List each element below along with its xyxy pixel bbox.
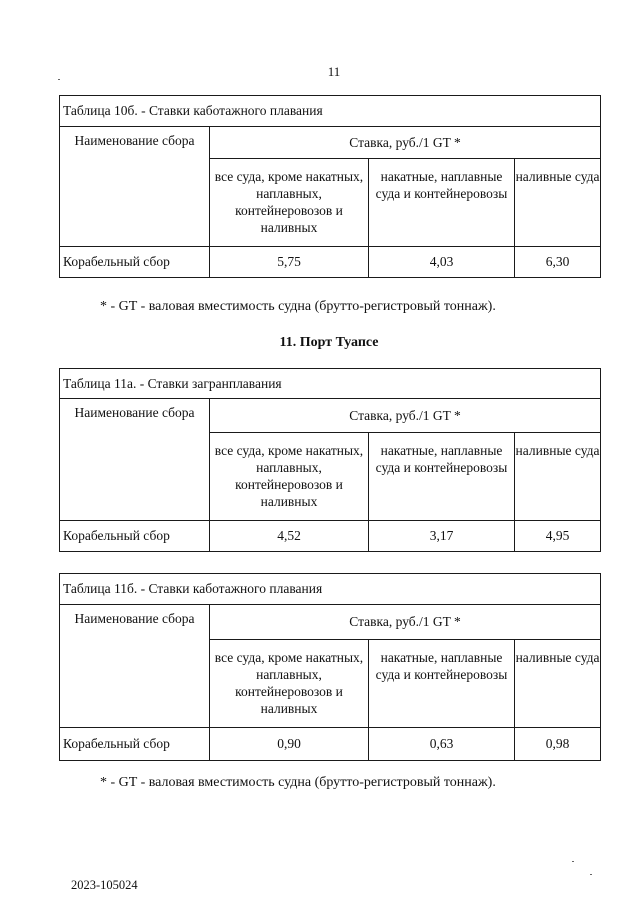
- row-label: Корабельный сбор: [60, 728, 210, 761]
- row-label: Корабельный сбор: [60, 521, 210, 552]
- subheader-roro-containerships: накатные, наплавные суда и контейнеровозы: [369, 640, 515, 728]
- document-id: 2023-105024: [71, 878, 138, 892]
- table-caption: Таблица 11б. - Ставки каботажного плавания: [60, 574, 601, 605]
- row-label: Корабельный сбор: [60, 247, 210, 278]
- value-all-vessels: 5,75: [210, 247, 369, 278]
- subheader-tankers: наливные суда: [515, 159, 601, 247]
- value-tankers: 6,30: [515, 247, 601, 278]
- rate-column-header: Ставка, руб./1 GT *: [210, 399, 601, 433]
- subheader-all-vessels: все суда, кроме накатных, наплавных, контейнеровозов и наливных: [210, 640, 369, 728]
- value-all-vessels: 0,90: [210, 728, 369, 761]
- table-caption: Таблица 11а. - Ставки загранплавания: [60, 369, 601, 399]
- scan-speck: [590, 874, 592, 875]
- rate-column-header: Ставка, руб./1 GT *: [210, 127, 601, 159]
- rate-column-header: Ставка, руб./1 GT *: [210, 605, 601, 640]
- name-column-header: Наименование сбора: [60, 605, 210, 728]
- scan-speck: [58, 79, 60, 80]
- rates-table-11a: [59, 368, 601, 552]
- value-tankers: 4,95: [515, 521, 601, 552]
- value-roro-containerships: 4,03: [369, 247, 515, 278]
- rates-table-11b: [59, 573, 601, 761]
- subheader-all-vessels: все суда, кроме накатных, наплавных, контейнеровозов и наливных: [210, 433, 369, 521]
- name-column-header: Наименование сбора: [60, 399, 210, 521]
- scan-speck: [572, 861, 574, 862]
- subheader-tankers: наливные суда: [515, 433, 601, 521]
- page-number: 11: [327, 64, 341, 79]
- footnote: * - GT - валовая вместимость судна (брутто-регистровый тоннаж).: [100, 775, 496, 790]
- rates-table-10b: [59, 95, 601, 278]
- footnote: * - GT - валовая вместимость судна (брутто-регистровый тоннаж).: [100, 299, 496, 314]
- table-caption: Таблица 10б. - Ставки каботажного плавания: [60, 96, 601, 127]
- name-column-header: Наименование сбора: [60, 127, 210, 247]
- value-roro-containerships: 3,17: [369, 521, 515, 552]
- value-all-vessels: 4,52: [210, 521, 369, 552]
- subheader-all-vessels: все суда, кроме накатных, наплавных, контейнеровозов и наливных: [210, 159, 369, 247]
- subheader-roro-containerships: накатные, наплавные суда и контейнеровозы: [369, 433, 515, 521]
- value-roro-containerships: 0,63: [369, 728, 515, 761]
- subheader-roro-containerships: накатные, наплавные суда и контейнеровозы: [369, 159, 515, 247]
- value-tankers: 0,98: [515, 728, 601, 761]
- section-title: 11. Порт Туапсе: [279, 335, 379, 350]
- subheader-tankers: наливные суда: [515, 640, 601, 728]
